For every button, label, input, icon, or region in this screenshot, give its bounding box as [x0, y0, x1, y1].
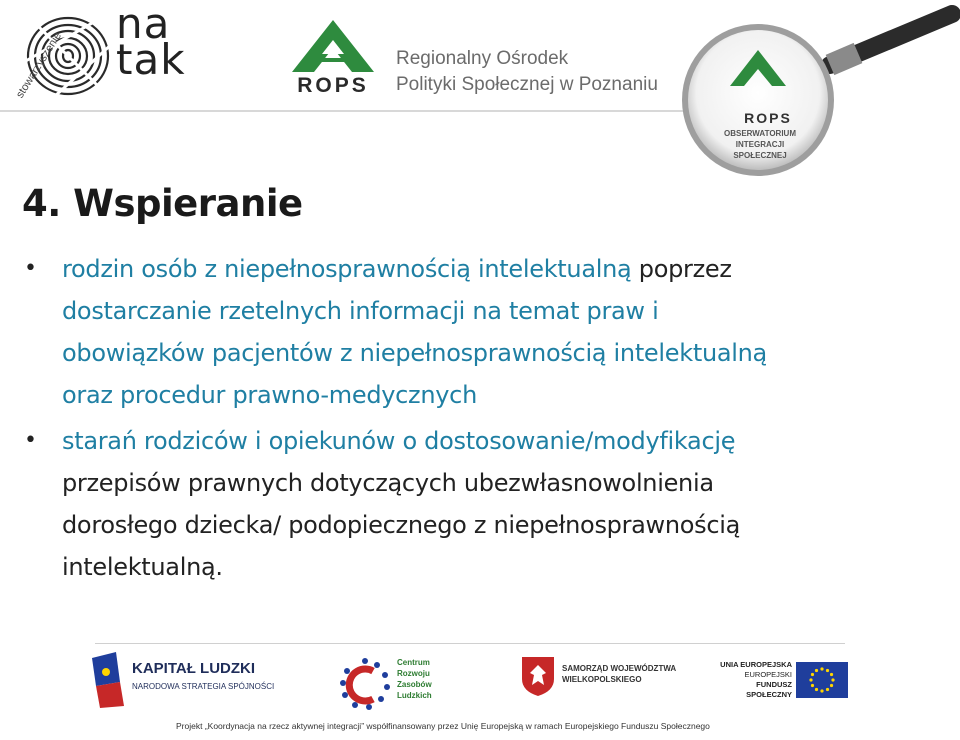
bullet-line	[62, 504, 924, 546]
eu-star	[830, 684, 833, 687]
bullet-text-segment: dostarczanie rzetelnych informacji na temat praw i	[62, 297, 659, 325]
eu-star	[815, 688, 818, 691]
eu-star	[826, 688, 829, 691]
natak-arc-text: stowarzyszenie	[14, 30, 65, 101]
bullet-text-segment: intelektualną.	[62, 553, 223, 581]
rops-triangle-icon	[288, 18, 378, 74]
bullet-text-segment: dorosłego dziecka/ podopiecznego z niepełnosprawnością	[62, 511, 741, 539]
crzl-line4: Ludzkich	[397, 691, 432, 700]
eu-star	[820, 689, 823, 692]
rops-logo	[288, 18, 388, 100]
wielkopolska-line2: WIELKOPOLSKIEGO	[562, 675, 642, 684]
crzl-logo	[335, 655, 455, 715]
wielkopolska-coat-of-arms-icon	[520, 655, 556, 697]
kapital-ludzki-name: KAPITAŁ LUDZKI	[132, 660, 256, 677]
observatory-name	[705, 128, 815, 161]
bullet-text-segment: starań rodziców i opiekunów o dostosowanie/modyfikację	[62, 427, 736, 455]
bullet-line	[62, 248, 924, 290]
bullet-line	[62, 332, 924, 374]
crzl-line2: Rozwoju	[397, 669, 430, 678]
bullet-text-segment: obowiązków pacjentów z niepełnosprawnością intelektualną	[62, 339, 767, 367]
eu-line3: FUNDUSZ SPOŁECZNY	[746, 680, 792, 699]
eu-star	[809, 678, 812, 681]
wielkopolska-logo	[520, 655, 677, 715]
wielkopolska-line1: SAMORZĄD WOJEWÓDZTWA	[562, 664, 677, 673]
kapital-ludzki-subtitle: NARODOWA STRATEGIA SPÓJNOŚCI	[132, 682, 275, 691]
crzl-line3: Zasobów	[397, 680, 432, 689]
bullet-line	[62, 420, 924, 462]
project-note: Projekt „Koordynacja na rzecz aktywnej integracji” współfinansowany przez Unię Europejską w ramach Europejskiego Funduszu Społecznego	[176, 721, 710, 731]
slide-title: 4. Wspieranie	[22, 182, 303, 225]
bullet-text-segment: oraz procedur prawno-medycznych	[62, 381, 477, 409]
eu-line2: EUROPEJSKI	[744, 670, 792, 679]
observatory-acronym: ROPS	[744, 110, 792, 126]
observatory-line1: OBSERWATORIUM	[723, 129, 796, 138]
bullet-item	[24, 420, 924, 588]
bullet-line	[62, 546, 924, 588]
crzl-stars-icon	[335, 655, 395, 715]
bullet-text-segment: rodzin osób z niepełnosprawnością intelektualną	[62, 255, 632, 283]
kapital-ludzki-logo	[90, 652, 290, 712]
eu-name	[712, 660, 792, 700]
eu-star	[820, 667, 823, 670]
crzl-line1: Centrum	[397, 658, 430, 667]
bullet-text-segment: przepisów prawnych dotyczących ubezwłasnowolnienia	[62, 469, 714, 497]
eu-line1: UNIA EUROPEJSKA	[720, 660, 792, 669]
bullet-text-segment: poprzez	[631, 255, 732, 283]
eu-star	[830, 673, 833, 676]
bullet-list	[24, 248, 924, 588]
bullet-line	[62, 462, 924, 504]
bullet-line	[62, 290, 924, 332]
rops-name-line1: Regionalny Ośrodek	[396, 48, 569, 69]
eu-star	[831, 678, 834, 681]
natak-wordmark	[116, 0, 186, 84]
eu-logo	[712, 660, 852, 710]
rops-acronym: ROPS	[297, 74, 369, 97]
rops-name-line2: Polityki Społecznej w Poznaniu	[396, 74, 658, 95]
natak-word-na: na	[116, 0, 171, 48]
rops-name	[396, 46, 658, 98]
natak-logo	[4, 2, 204, 102]
eu-flag-icon	[796, 662, 848, 698]
bullet-line	[62, 374, 924, 416]
wielkopolska-name	[562, 663, 676, 685]
kapital-ludzki-icon	[90, 652, 130, 708]
crzl-name	[397, 657, 432, 701]
observatory-line2: INTEGRACJI	[735, 140, 785, 149]
eu-star	[811, 673, 814, 676]
observatory-line3: SPOŁECZNEJ	[733, 151, 787, 160]
eu-star	[811, 684, 814, 687]
bullet-item	[24, 248, 924, 416]
eu-star	[815, 669, 818, 672]
eu-star	[826, 669, 829, 672]
header-divider	[0, 110, 690, 112]
footer-divider	[95, 643, 845, 644]
natak-word-tak: tak	[116, 35, 186, 84]
